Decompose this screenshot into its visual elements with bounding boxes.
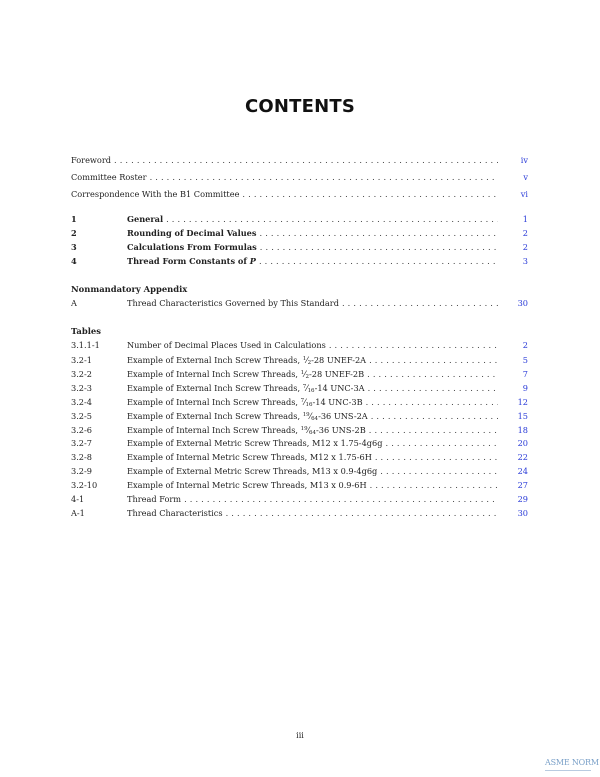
page-link[interactable]: 7	[522, 369, 528, 379]
section-number: 4	[71, 256, 77, 266]
toc-entry-table[interactable]	[71, 451, 528, 464]
toc-entry-table[interactable]	[71, 423, 528, 436]
page-link[interactable]: 12	[517, 397, 528, 407]
section-number: 1	[71, 214, 77, 224]
page-link[interactable]: 2	[522, 228, 528, 238]
table-number: 3.2-3	[71, 383, 92, 393]
entry-label: Committee Roster	[71, 172, 147, 182]
toc-entry-section-4[interactable]	[71, 255, 528, 268]
page-link[interactable]: 2	[522, 242, 528, 252]
page-link[interactable]: 20	[517, 438, 528, 448]
entry-label: Thread Characteristics Governed by This Standard	[127, 298, 339, 308]
entry-label: Foreword	[71, 155, 112, 165]
entry-label: Thread Characteristics	[127, 508, 223, 518]
entry-label: Example of Internal Metric Screw Threads, M12 x 1.75-6H	[127, 452, 372, 462]
entry-label: Example of Internal Metric Screw Threads, M13 x 0.9-6H	[127, 480, 367, 490]
leader-dots	[366, 396, 498, 409]
entry-label: Number of Decimal Places Used in Calculations	[127, 340, 326, 350]
page-link[interactable]: 22	[517, 452, 528, 462]
entry-label: Rounding of Decimal Values	[127, 228, 257, 238]
leader-dots	[367, 368, 498, 381]
page-link[interactable]: 9	[522, 383, 528, 393]
toc-entry-table[interactable]	[71, 479, 528, 492]
leader-dots	[166, 213, 498, 226]
leader-dots	[369, 424, 498, 437]
table-number: 4-1	[71, 494, 85, 504]
toc-entry-committee-roster[interactable]	[71, 171, 528, 184]
watermark-underline	[545, 767, 591, 771]
leader-dots	[375, 451, 498, 464]
toc-entry-table[interactable]	[71, 493, 528, 506]
toc-entry-appendix-a[interactable]	[71, 297, 528, 310]
leader-dots	[259, 255, 498, 268]
table-number: 3.2-1	[71, 355, 92, 365]
entry-label: Thread Form Constants of P	[127, 256, 256, 266]
entry-label: Example of External Metric Screw Threads, M12 x 1.75-4g6g	[127, 438, 383, 448]
entry-label: Example of External Inch Screw Threads, $^7⁄_{16}-14$ UNC-3A	[127, 383, 365, 394]
toc-entry-table[interactable]	[71, 353, 528, 366]
toc-entry-table[interactable]	[71, 381, 528, 394]
leader-dots	[329, 339, 498, 352]
table-number: 3.2-9	[71, 466, 92, 476]
page-title: CONTENTS	[244, 96, 356, 117]
table-number: 3.2-6	[71, 425, 92, 435]
leader-dots	[385, 437, 498, 450]
page-link[interactable]: 30	[517, 298, 528, 308]
leader-dots	[368, 382, 498, 395]
page-link[interactable]: vi	[520, 189, 528, 199]
page-link[interactable]: 5	[522, 355, 528, 365]
page-link[interactable]: 18	[517, 425, 528, 435]
toc-entry-section-3[interactable]	[71, 241, 528, 254]
table-number: 3.2-5	[71, 411, 92, 421]
toc-entry-table[interactable]	[71, 395, 528, 408]
leader-dots	[260, 227, 499, 240]
page-link[interactable]: 2	[522, 340, 528, 350]
table-number: 3.1.1-1	[71, 340, 100, 350]
section-number: 2	[71, 228, 77, 238]
entry-label: Correspondence With the B1 Committee	[71, 189, 240, 199]
entry-label: Example of External Metric Screw Threads, M13 x 0.9-4g6g	[127, 466, 378, 476]
watermark-logo	[545, 758, 599, 771]
page-link[interactable]: 29	[517, 494, 528, 504]
page-link[interactable]: 1	[522, 214, 528, 224]
table-number: 3.2-7	[71, 438, 92, 448]
toc-entry-correspondence[interactable]	[71, 188, 528, 201]
leader-dots	[380, 465, 498, 478]
variable-p: P	[249, 256, 256, 266]
entry-label: Example of External Inch Screw Threads, $^{19}⁄_{64}-36$ UNS-2A	[127, 411, 368, 422]
leader-dots	[242, 188, 498, 201]
tables-heading: Tables	[71, 326, 101, 336]
entry-label: Example of Internal Inch Screw Threads, $^{19}⁄_{64}-36$ UNS-2B	[127, 425, 366, 436]
leader-dots	[342, 297, 498, 310]
toc-entry-section-1[interactable]	[71, 213, 528, 226]
toc-entry-foreword[interactable]	[71, 154, 528, 167]
watermark-text: ASME NORM	[545, 758, 599, 767]
leader-dots	[370, 479, 498, 492]
table-number: 3.2-2	[71, 369, 92, 379]
page-link[interactable]: v	[523, 172, 528, 182]
entry-label: Example of Internal Inch Screw Threads, $^7⁄_{16}-14$ UNC-3B	[127, 397, 363, 408]
leader-dots	[184, 493, 498, 506]
section-number: 3	[71, 242, 77, 252]
toc-entry-table[interactable]	[71, 465, 528, 478]
entry-label: Example of Internal Inch Screw Threads, $^1⁄_2-28$ UNEF-2B	[127, 369, 365, 380]
table-number: A-1	[71, 508, 85, 518]
page-link[interactable]: 24	[517, 466, 528, 476]
leader-dots	[260, 241, 498, 254]
toc-entry-table[interactable]	[71, 339, 528, 352]
toc-entry-table[interactable]	[71, 367, 528, 380]
toc-entry-table[interactable]	[71, 437, 528, 450]
appendix-heading: Nonmandatory Appendix	[71, 284, 188, 294]
table-number: 3.2-4	[71, 397, 92, 407]
page-link[interactable]: 30	[517, 508, 528, 518]
page-link[interactable]: 27	[517, 480, 528, 490]
page-link[interactable]: iv	[520, 155, 528, 165]
table-number: 3.2-8	[71, 452, 92, 462]
entry-label: Thread Form	[127, 494, 182, 504]
entry-label: Calculations From Formulas	[127, 242, 257, 252]
toc-entry-table[interactable]	[71, 409, 528, 422]
appendix-letter: A	[71, 298, 77, 308]
page-number: iii	[296, 731, 304, 740]
leader-dots	[150, 171, 498, 184]
table-number: 3.2-10	[71, 480, 98, 490]
toc-entry-table[interactable]	[71, 507, 528, 520]
leader-dots	[369, 354, 498, 367]
leader-dots	[226, 507, 498, 520]
toc-entry-section-2[interactable]	[71, 227, 528, 240]
entry-label: General	[127, 214, 164, 224]
page-link[interactable]: 15	[517, 411, 528, 421]
page-link[interactable]: 3	[522, 256, 528, 266]
entry-label: Example of External Inch Screw Threads, $^1⁄_2-28$ UNEF-2A	[127, 355, 367, 366]
leader-dots	[114, 154, 498, 167]
leader-dots	[371, 410, 498, 423]
